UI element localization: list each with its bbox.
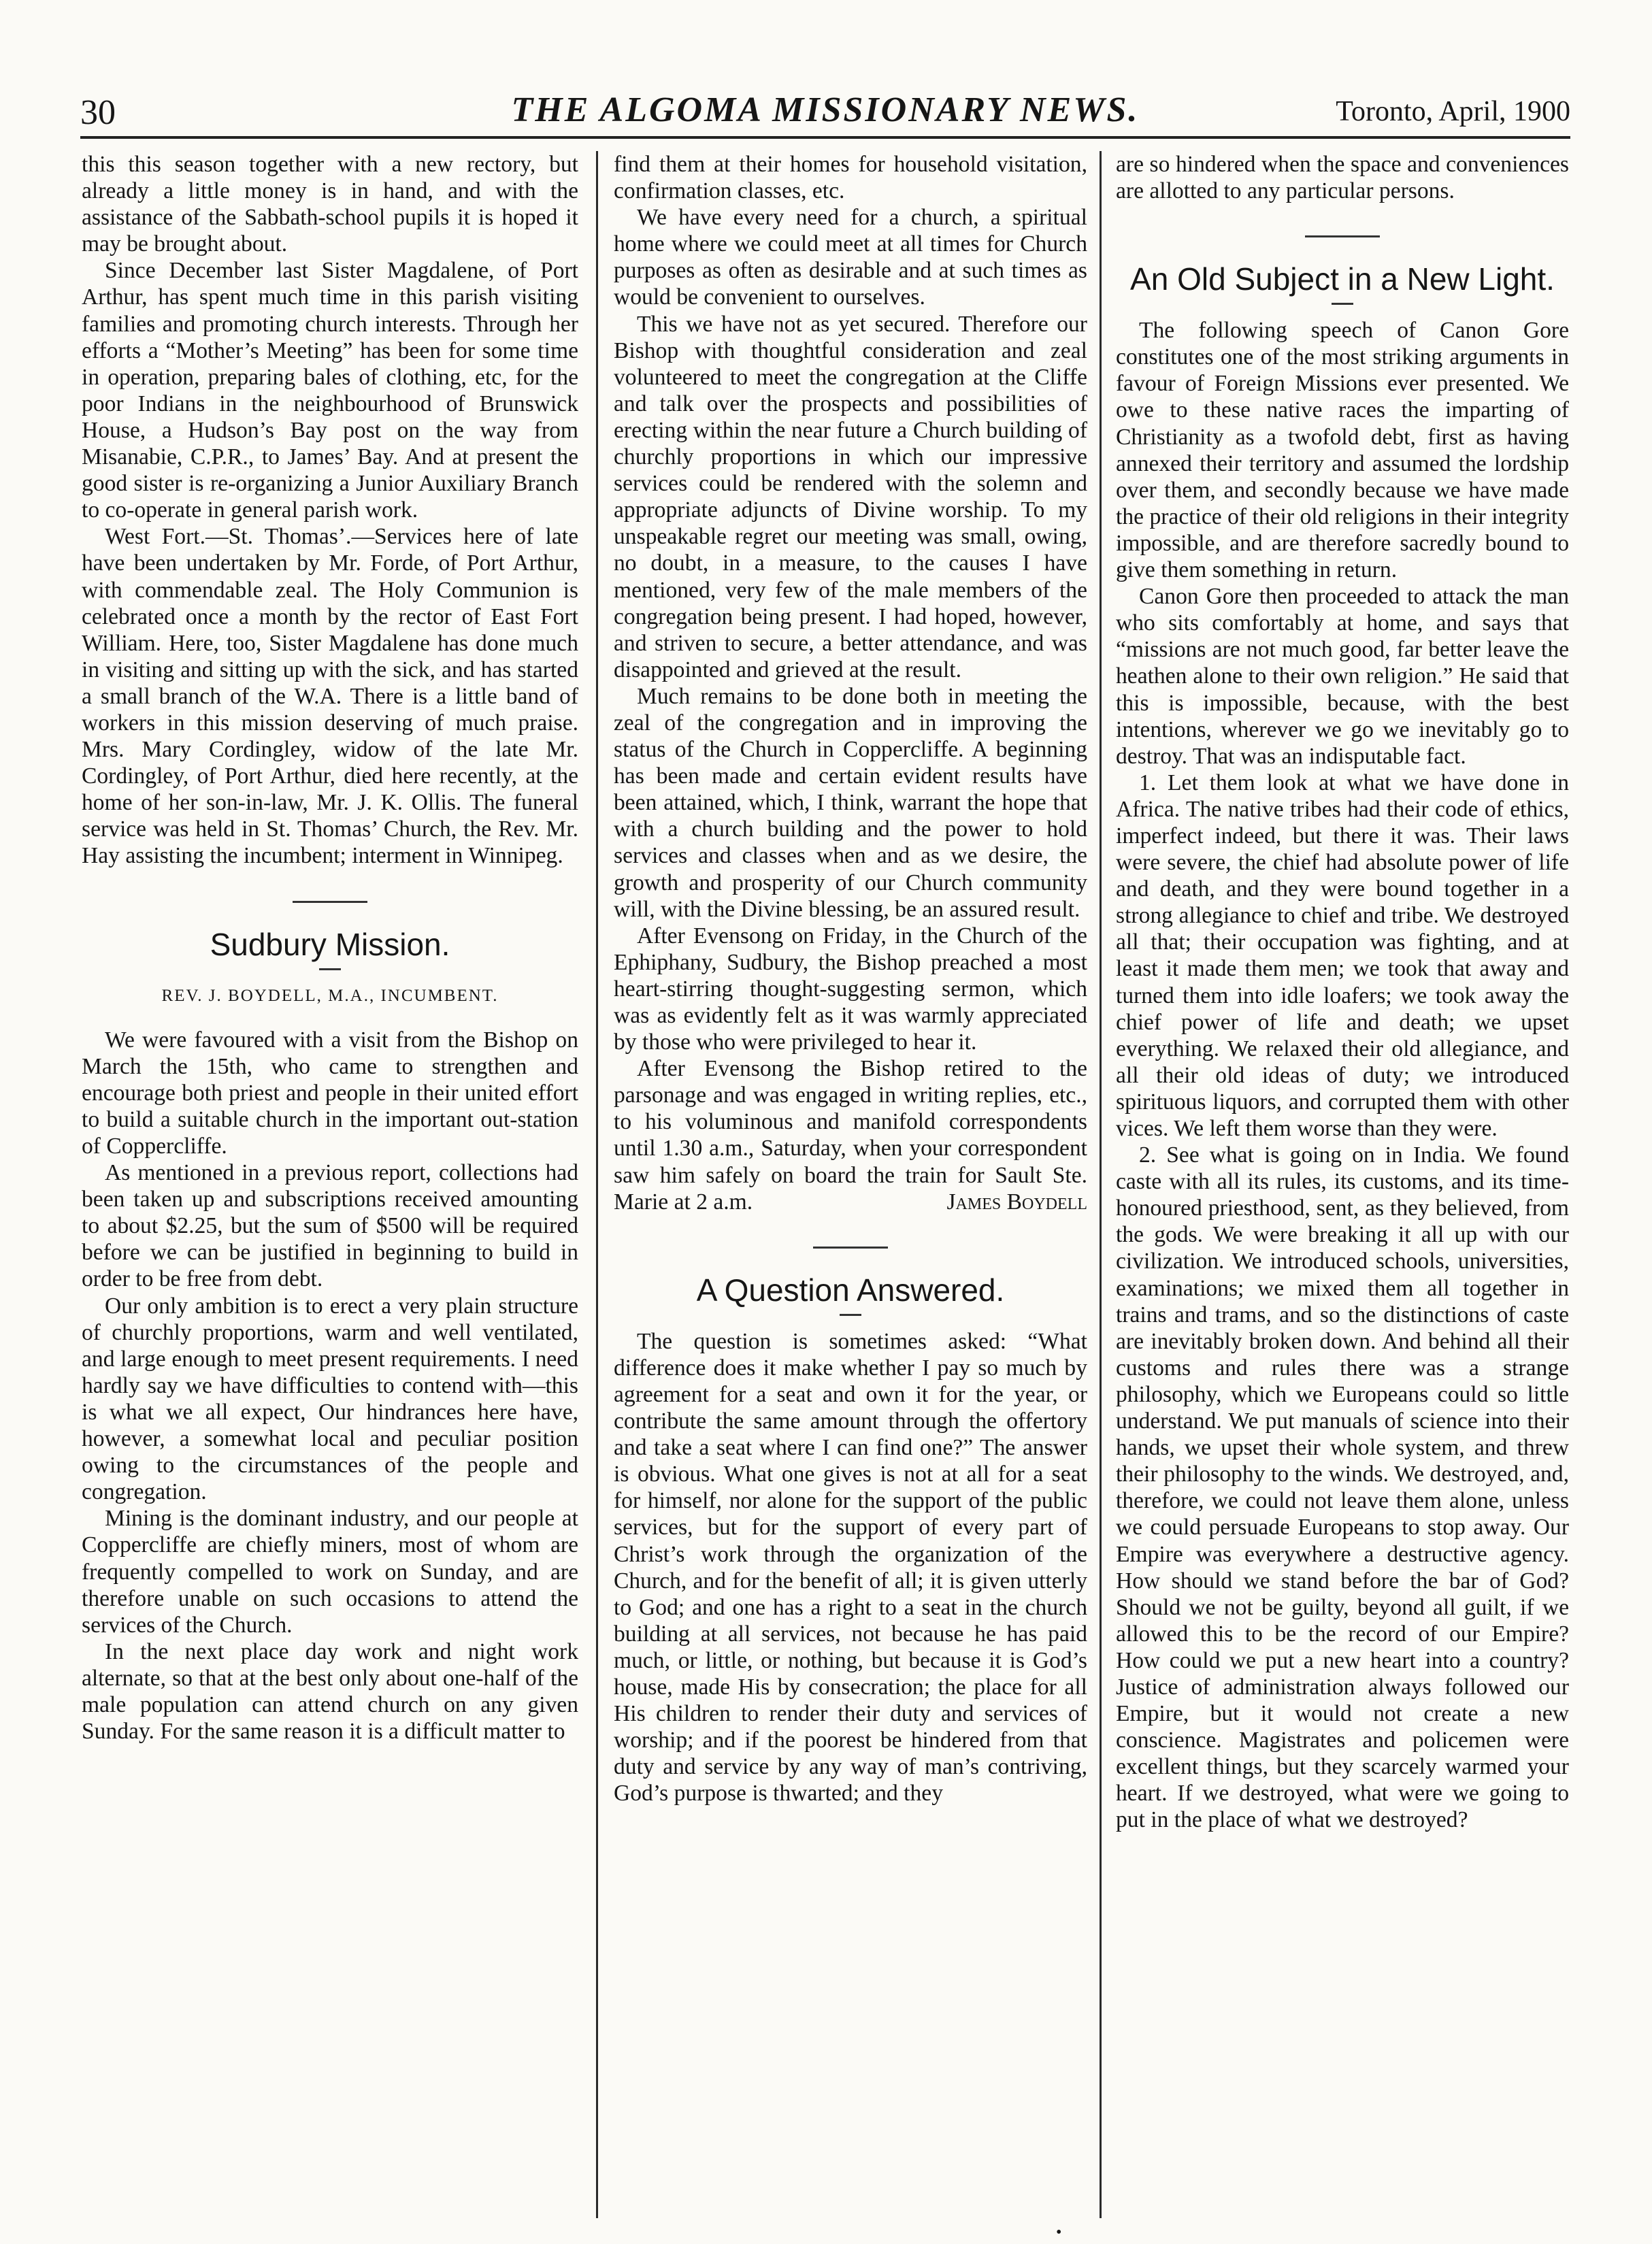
paragraph: 2. See what is going on in India. We found caste with all its rules, its customs, and its time-honoured priesthood, sent, as they believed, from the gods. We were breaking it all up with our civilization. We introduced schools, universities, examinations; we mixed them all together in trains and trams, and so the distinctions of caste are inevitably broken down. And behind all their customs and rules there was a strange philosophy, which we Europeans could so little understand. We put manuals of science into their hands, we upset their whole system, and threw their philosophy to the winds. We destroyed, and, therefore, we could not leave them alone, unless we could persuade Europeans to stop away. Our Empire was everywhere a destructive agency. How should we stand before the bar of God? Should we not be guilty, beyond all guilt, if we allowed this to be the record of our Empire? How could we put a new heart into a country? Justice of administration always followed our Empire, but it would not create a new conscience. Magistrates and policemen were excellent things, but they scarcely warmed your heart. If we destroyed, what were we going to put in the place of what we destroyed? bbox=[1116, 1142, 1569, 1833]
page-header bbox=[80, 65, 1570, 133]
print-dot: • bbox=[1056, 2224, 1062, 2241]
paragraph: Mining is the dominant industry, and our people at Coppercliffe are chiefly miners, most of whom are frequently compelled to work on Sunday, and are therefore unable on such occasions to attend the services of the Church. bbox=[82, 1506, 578, 1638]
signature: James Boydell bbox=[946, 1189, 1087, 1215]
column-1 bbox=[82, 151, 578, 1745]
header-rule bbox=[80, 136, 1570, 139]
section-divider bbox=[293, 901, 367, 903]
byline: REV. J. BOYDELL, M.A., INCUMBENT. bbox=[161, 986, 499, 1005]
column-divider bbox=[596, 151, 598, 2218]
paragraph: The question is sometimes asked: “What difference does it make whether I pay so much by agreement for a seat and own it for the year, or contribute the same amount through the offertory and take a seat where I can find one?” The answer is obvious. What one gives is not at all for a seat for himself, nor alone for the support of the public services, but for the support of every part of Christ’s work through the organization of the Church, and for the benefit of all; it is given utterly to God; and one has a right to a seat in the church building at all services, not because he has paid much, or little, or nothing, but because it is God’s house, made His by consecration; the place for all His children to render their duty and services of worship; and if the poorest be hindered from that duty and service by any way of man’s contriving, God’s purpose is thwarted; and they bbox=[614, 1328, 1087, 1806]
paragraph: Canon Gore then proceeded to attack the man who sits comfortably at home, and says that “missions are not much good, far better leave the heathen alone to their own religion.” He said that this is impossible, because, with the best intentions, wherever we go we inevitably go to destroy. That was an indisputable fact. bbox=[1116, 584, 1569, 769]
heading-rule bbox=[840, 1314, 861, 1316]
paragraph: This we have not as yet secured. Therefore our Bishop with thoughtful consideration and zeal volunteered to meet the congregation at the Cliffe and talk over the prospects and possibilities of erecting within the near future a Church building of churchly proportions in which our impressive services could be rendered with the solemn and appropriate adjuncts of Divine worship. To my unspeakable regret our meeting was small, owing, no doubt, in a measure, to the causes I have mentioned, very few of the male members of the congregation being present. I had hoped, however, and striven to secure, a better attendance, and was disappointed and grieved at the result. bbox=[614, 311, 1087, 682]
masthead-title: THE ALGOMA MISSIONARY NEWS. bbox=[511, 90, 1140, 129]
paragraph: Since December last Sister Magdalene, of Port Arthur, has spent much time in this parish visiting families and promoting church interests. Through her efforts a “Mother’s Meeting” has been for some time in operation, preparing bales of clothing, etc, for the poor Indians in the neighbourhood of Brunswick House, a Hudson’s Bay post on the way from Misanabie, C.P.R., to James’ Bay. And at present the good sister is re-organizing a Junior Auxiliary Branch to co-operate in general parish work. bbox=[82, 258, 578, 523]
section-divider bbox=[1305, 235, 1380, 237]
paragraph bbox=[614, 1055, 1087, 1215]
paragraph: Much remains to be done both in meeting the zeal of the congregation and in improving the status of the Church in Coppercliffe. A beginning has been made and certain evident results have been attained, which, I think, warrant the hope that with a church building and the power to hold services and classes when and as we desire, the growth and prosperity of our Church community will, with the Divine blessing, be an assured result. bbox=[614, 683, 1087, 922]
dateline: Toronto, April, 1900 bbox=[1336, 96, 1570, 127]
section-heading: Sudbury Mission. bbox=[210, 926, 450, 962]
paragraph: Our only ambition is to erect a very plain structure of churchly proportions, warm and well ventilated, and large enough to meet present requirements. I need hardly say we have difficulties to contend with—this is what we all expect, Our hindrances here have, however, a somewhat local and peculiar position owing to the circumstances of the people and congregation. bbox=[82, 1293, 578, 1505]
page-number: 30 bbox=[80, 93, 116, 132]
paragraph: We have every need for a church, a spiritual home where we could meet at all times for Church purposes as often as desirable and at such times as would be convenient to ourselves. bbox=[614, 205, 1087, 310]
paragraph: After Evensong on Friday, in the Church of the Ephiphany, Sudbury, the Bishop preached a most heart-stirring thought-suggesting sermon, which was as evidently felt as it was warmly appreciated by those who were privileged to hear it. bbox=[614, 923, 1087, 1055]
section-heading: An Old Subject in a New Light. bbox=[1130, 261, 1555, 297]
paragraph-text: After Evensong the Bishop retired to the parsonage and was engaged in writing replies, etc., to his voluminous and manifold correspondents until 1.30 a.m., Saturday, when your correspondent saw him safely on board the train for Sault Ste. Marie at 2 a.m. bbox=[614, 1056, 1087, 1215]
paragraph: The following speech of Canon Gore constitutes one of the most striking arguments in favour of Foreign Missions ever presented. We owe to these native races the imparting of Christianity as a twofold debt, first as having annexed their territory and assumed the lordship over them, and secondly because we have made the practice of their old religions in their integrity impossible, and are therefore sacredly bound to give them something in return. bbox=[1116, 318, 1569, 583]
column-divider bbox=[1100, 151, 1102, 2218]
paragraph: find them at their homes for household visitation, confirmation classes, etc. bbox=[614, 152, 1087, 204]
paragraph: We were favoured with a visit from the Bishop on March the 15th, who came to strengthen and encourage both priest and people in their united effort to build a suitable church in the important out-station of Coppercliffe. bbox=[82, 1027, 578, 1159]
paragraph: In the next place day work and night work alternate, so that at the best only about one-half of the male population can attend church on any given Sunday. For the same reason it is a difficult matter to bbox=[82, 1638, 578, 1745]
column-3 bbox=[1116, 151, 1569, 1834]
paragraph: this this season together with a new rectory, but already a little money is in hand, and with the assistance of the Sabbath-school pupils it is hoped it may be brought about. bbox=[82, 152, 578, 257]
paragraph: are so hindered when the space and conveniences are allotted to any particular persons. bbox=[1116, 152, 1569, 204]
column-2 bbox=[614, 151, 1087, 1806]
section-divider bbox=[813, 1247, 888, 1249]
paragraph: As mentioned in a previous report, collections had been taken up and subscriptions received amounting to about $2.25, but the sum of $500 will be required before we can be justified in beginning to build in order to be free from debt. bbox=[82, 1160, 578, 1292]
paragraph: 1. Let them look at what we have done in Africa. The native tribes had their code of ethics, imperfect indeed, but there it was. Their laws were severe, the chief had absolute power of life and death, and they were bound together in a strong allegiance to chief and tribe. We destroyed all that; their occupation was fighting, and at least it made them men; we took that away and turned them into idle loafers; we took away the chief power of life and death; we upset everything. We relaxed their old allegiance, and all their old ideas of duty; we introduced spirituous liquors, and corrupted them with other vices. We left them worse than they were. bbox=[1116, 770, 1569, 1141]
heading-rule bbox=[319, 968, 341, 970]
heading-rule bbox=[1332, 303, 1353, 305]
section-heading: A Question Answered. bbox=[696, 1272, 1005, 1308]
paragraph: West Fort.—St. Thomas’.—Services here of late have been undertaken by Mr. Forde, of Port Arthur, with commendable zeal. The Holy Communion is celebrated once a month by the rector of East Fort William. Here, too, Sister Magdalene has done much in visiting and sitting up with the sick, and has started a small branch of the W.A. There is a little band of workers in this mission deserving of much praise. Mrs. Mary Cordingley, widow of the late Mr. Cordingley, of Port Arthur, died here recently, at the home of her son-in-law, Mr. J. K. Ollis. The funeral service was held in St. Thomas’ Church, the Rev. Mr. Hay assisting the incumbent; interment in Winnipeg. bbox=[82, 524, 578, 869]
